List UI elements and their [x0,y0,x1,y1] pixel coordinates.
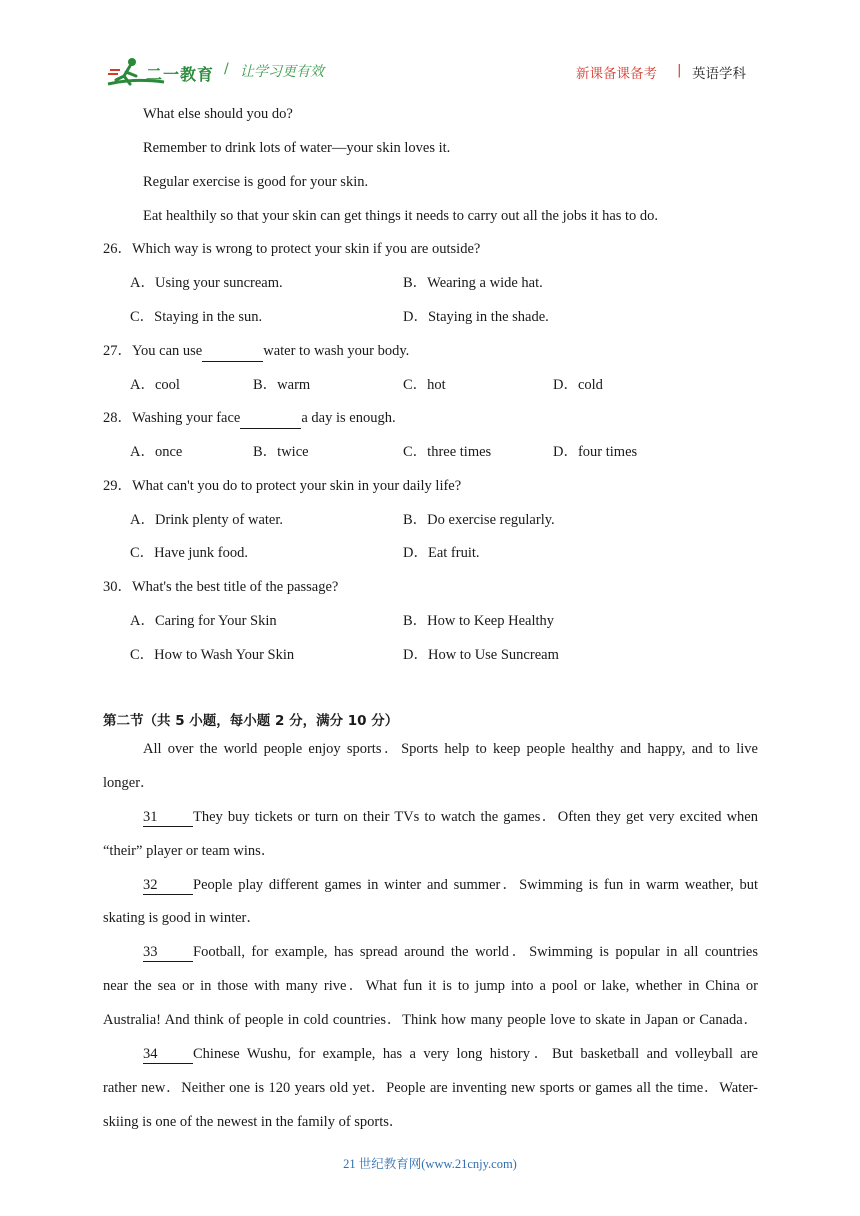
paragraph-34 [143,1044,758,1064]
paragraph-line: skating is good in winter． [103,910,261,926]
paragraph-line: Football, for example, has spread around the world．Swimming is popular in all countries [193,944,758,960]
passage-line: Eat healthily so that your skin can get things it needs to carry out all the jobs it has to do. [143,208,659,224]
q29-option-d: D．Eat fruit. [403,545,480,561]
slogan: 让学习更有效 [240,64,324,80]
paragraph-31 [143,807,758,827]
section-title: 第二节（共 5 小题，每小题 2 分，满分 10 分） [103,713,399,729]
passage-line: Regular exercise is good for your skin. [143,174,369,190]
q27-option-a: A．cool [130,377,180,393]
passage-line: What else should you do? [143,106,293,122]
q30-option-d: D．How to Use Suncream [403,647,559,663]
header-subject-label: 英语学科 [692,66,746,82]
q29-option-c: C．Have junk food. [130,545,248,561]
question-29-stem: 29．What can't you do to protect your skin in your daily life? [103,478,462,494]
q26-option-b: B．Wearing a wide hat. [403,275,543,291]
q26-option-c: C．Staying in the sun. [130,309,263,325]
logo-text: 二一教育 [146,65,215,84]
q28-option-b: B．twice [253,444,309,460]
q28-option-d: D．four times [553,444,638,460]
q27-stem-pre: 27．You can use [103,343,203,359]
paragraph-33 [143,942,758,962]
question-26-stem: 26．Which way is wrong to protect your skin if you are outside? [103,241,481,257]
header-course-label: 新课备课备考 [576,66,657,82]
paragraph-line: Chinese Wushu, for example, has a very long history．But basketball and volleyball are [193,1046,758,1062]
question-30-stem: 30．What's the best title of the passage? [103,579,339,595]
q28-stem-post: a day is enough. [301,410,396,426]
q28-blank [240,408,301,429]
q30-option-a: A．Caring for Your Skin [130,613,277,629]
question-28-stem [103,408,396,429]
paragraph-line: All over the world people enjoy sports．Sports help to keep people healthy and happy, and to live [143,741,758,757]
paragraph-line: near the sea or in those with many rive．What fun it is to jump into a pool or lake, whether in China or [103,978,758,994]
q28-stem-pre: 28．Washing your face [103,410,241,426]
slogan-separator: / [224,61,229,77]
q27-stem-post: water to wash your body. [263,343,410,359]
footer-source: 21 世纪教育网(www.21cnjy.com) [343,1157,517,1171]
q29-option-b: B．Do exercise regularly. [403,512,555,528]
q26-option-a: A．Using your suncream. [130,275,283,291]
q28-option-a: A．once [130,444,183,460]
blank-34: 34 [143,1046,193,1064]
paragraph-line: “their” player or team wins． [103,843,276,859]
q27-option-b: B．warm [253,377,311,393]
q30-option-b: B．How to Keep Healthy [403,613,555,629]
blank-31: 31 [143,809,193,827]
q28-option-c: C．three times [403,444,492,460]
paragraph-line: People play different games in winter and summer．Swimming is fun in warm weather, but [193,877,758,893]
paragraph-line: skiing is one of the newest in the family of sports． [103,1114,404,1130]
q29-option-a: A．Drink plenty of water. [130,512,284,528]
q27-option-c: C．hot [403,377,446,393]
blank-32: 32 [143,877,193,895]
paragraph-line: Australia! And think of people in cold countries．Think how many people love to skate in Japan or Canada． [103,1012,758,1028]
paragraph-line: They buy tickets or turn on their TVs to watch the games．Often they get very excited when [193,809,758,825]
q30-option-c: C．How to Wash Your Skin [130,647,295,663]
passage-line: Remember to drink lots of water—your skin loves it. [143,140,451,156]
header-divider: | [677,62,682,78]
q26-option-d: D．Staying in the shade. [403,309,549,325]
paragraph-line: rather new．Neither one is 120 years old yet．People are inventing new sports or games all the time．Water- [103,1080,758,1096]
paragraph-32 [143,875,758,895]
q27-blank [202,341,263,362]
question-27-stem [103,341,409,362]
blank-33: 33 [143,944,193,962]
paragraph-line: longer． [103,775,155,791]
q27-option-d: D．cold [553,377,603,393]
